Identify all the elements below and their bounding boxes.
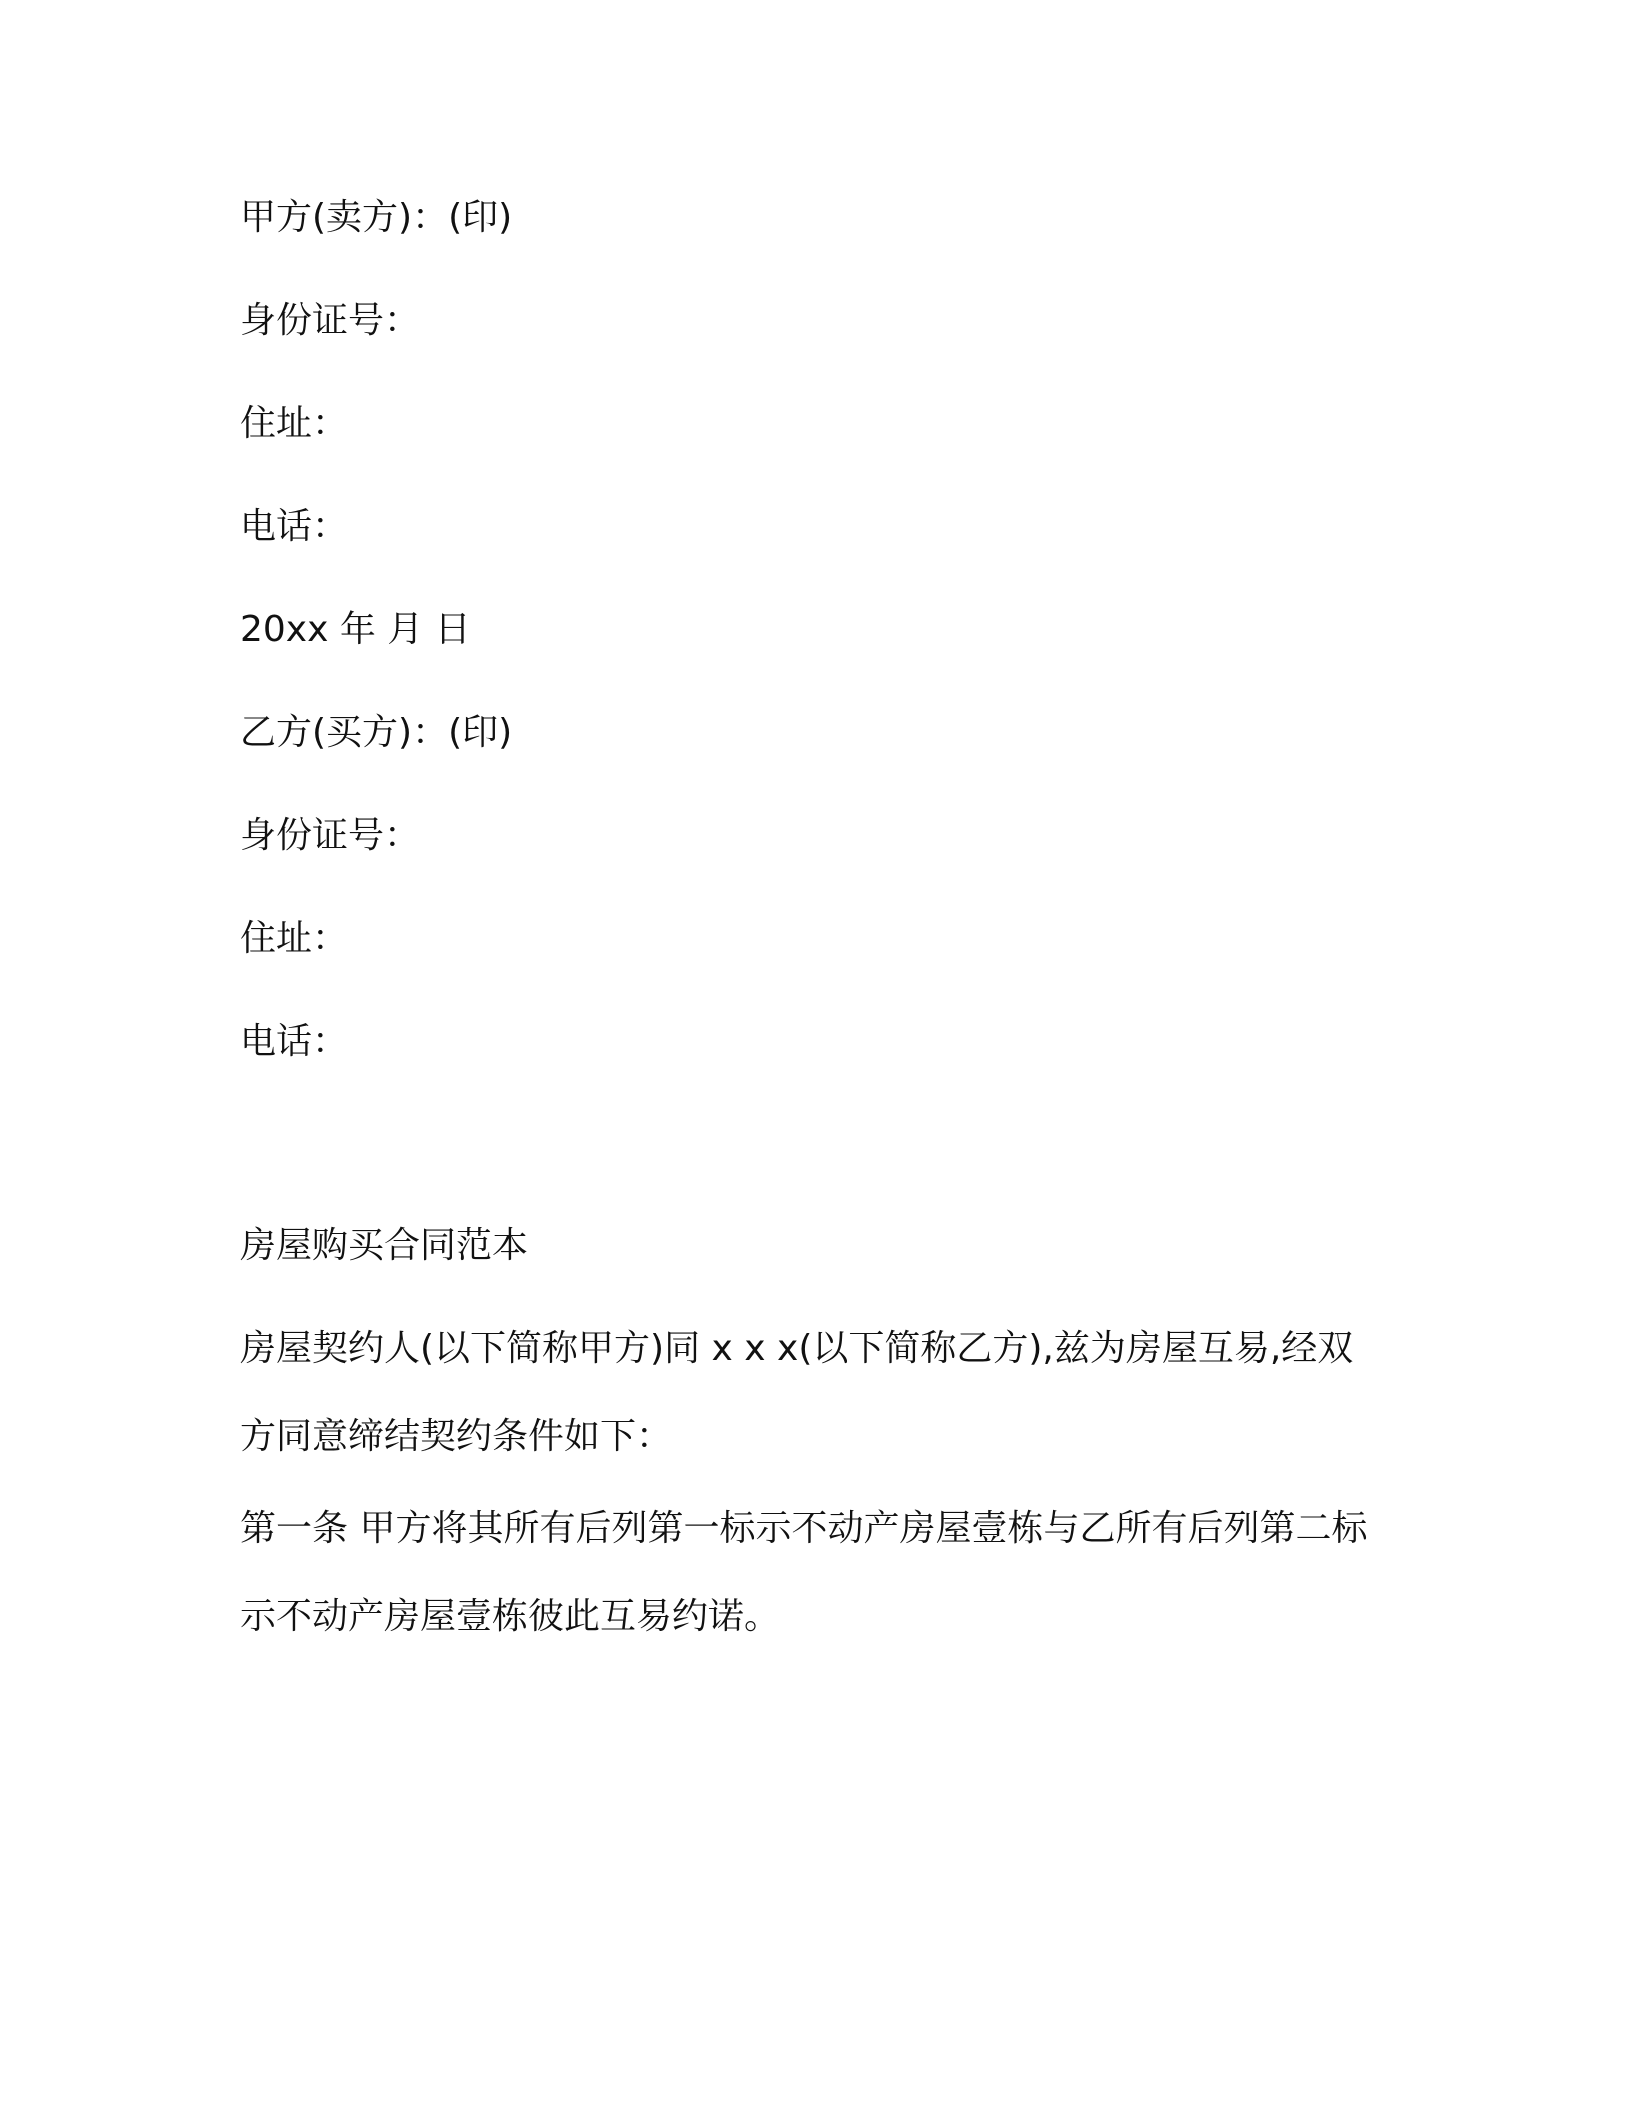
contract-article-1: 第一条 甲方将其所有后列第一标示不动产房屋壹栋与乙所有后列第二标示不动产房屋壹栋彼此互易约诺。: [240, 1508, 1368, 1637]
party-a-id-label: 身份证号：: [240, 300, 421, 341]
signing-date: 20xx 年 月 日: [240, 609, 471, 650]
party-b-title: 乙方(买方)：(印): [240, 712, 513, 753]
contract-intro: 房屋契约人(以下简称甲方)同 x x x(以下简称乙方),兹为房屋互易,经双方同意缔结契约条件如下：: [240, 1328, 1354, 1457]
party-a-phone-label: 电话：: [240, 506, 349, 547]
contract-heading: 房屋购买合同范本: [240, 1225, 529, 1266]
party-a-address-label: 住址：: [240, 403, 349, 444]
party-b-phone-label: 电话：: [240, 1021, 349, 1062]
party-a-title: 甲方(卖方)：(印): [240, 197, 513, 238]
party-b-address-label: 住址：: [240, 918, 349, 959]
party-b-id-label: 身份证号：: [240, 815, 421, 856]
